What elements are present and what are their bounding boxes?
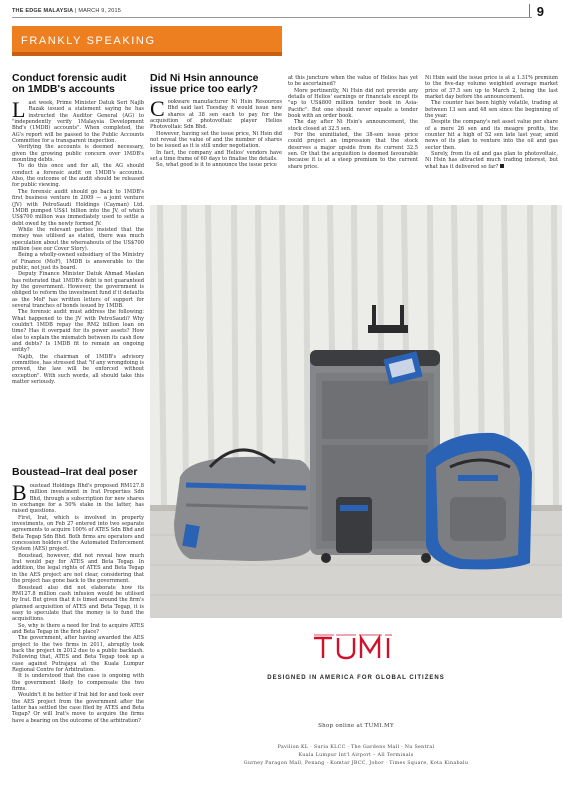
article-paragraph: Cookware manufacturer Ni Hsin Resources Bhd said last Tuesday it would issue new shares at 38 sen each to pay for the acquisition of photovoltaic player Helios Photovoltaic Sdn Bhd.	[150, 96, 282, 131]
article-paragraph: Boustead Holdings Bhd's proposed RM127.8 million investment in Irat Properties Sdn Bhd, through a subscription for new shares in exchange for a 50% stake in the latter, has raised questions.	[12, 480, 144, 515]
article-paragraph: So, why is there a need for Irat to acquire ATES and Beta Tegap in the first place?	[12, 622, 144, 635]
article-paragraph: In fact, the company and Helios' vendors have set a time frame of 60 days to finalise the details.	[150, 149, 282, 163]
article-paragraph: So, what good is it to announce the issue price	[156, 162, 277, 169]
headline-forensic-audit: Conduct forensic audit on 1MDB's accounts	[12, 72, 127, 96]
article-paragraph: The forensic audit should go back to 1MDB's first business venture in 2009 — a joint venture (JV) with PetroSaudi Holdings (Cayman) Ltd. 1MDB pumped US$1 billion into the JV, of which US$700 million was immediately used to settle a debt owed by the newly formed JV.	[12, 188, 144, 227]
article-paragraph: The day after Ni Hsin's announcement, the stock closed at 32.5 sen.	[288, 119, 418, 132]
ad-tagline: DESIGNED IN AMERICA FOR GLOBAL CITIZENS	[267, 675, 445, 681]
article-paragraph: The counter has been highly volatile, trading at between 13 sen and 48 sen since the beginning of the year.	[425, 100, 558, 120]
luggage-illustration	[150, 205, 562, 618]
article-paragraph: It is understood that the case is ongoing with the government likely to compensate the two firms.	[12, 673, 144, 692]
banner-stripe	[12, 52, 282, 56]
end-mark	[500, 164, 504, 168]
article-paragraph: Ni Hsin said the issue price is at a 1.31% premium to the five-day volume weighted average market price of 37.5 sen up to March 2, being the last market day before the announcement.	[425, 75, 558, 101]
article-paragraph: Last week, Prime Minister Datuk Seri Najib Razak issued a statement saying he has instructed the Auditor General (AG) to "independently verify 1Malaysia Development Bhd's (1MDB) accounts". When completed, the AG's report will be passed to the Public Accounts Committee for a transparent inspection.	[12, 97, 144, 145]
article-paragraph: The government, after having awarded the AES project to the two firms in 2011, abruptly took back the project in 2012 due to a public backlash. Following that, ATES and Beta Tegap took up a case against Putrajaya at the Kuala Lumpur Regional Centre for Arbitration.	[12, 635, 144, 673]
store-line: Kuala Lumpur Int'l Airport – All Terminals	[298, 753, 414, 758]
article-ni-hsin-col1	[150, 96, 282, 169]
masthead	[12, 6, 568, 18]
article-paragraph: Wouldn't it be better if Irat bid for and took over the AES project from the government after the latter has settled the case filed by ATES and Beta Tegap? Or will Irat's move to acquire the firms have a bearing on the outcome of the arbitration?	[12, 692, 144, 724]
publication-dateline: THE EDGE MALAYSIA | MARCH 9, 2015	[12, 8, 122, 14]
article-paragraph: Najib, the chairman of 1MDB's advisory committee, has stressed that "if any wrongdoing is proved, the law will be enforced without exception". With such words, all should take this matter seriously.	[12, 353, 144, 386]
article-paragraph: While the relevant parties insisted that the money was utilised as stated, there was much speculation about the whereabouts of the US$700 million (see our Cover Story).	[12, 226, 144, 252]
article-ni-hsin-col2	[288, 75, 418, 170]
article-paragraph: Boustead also did not elaborate how its RM127.8 million cash infusion would be utilised by Irat. But given that it is timed around the firm's planned acquisition of ATES and Beta Tegap, it is easy to speculate that the money is to fund the acquisitions.	[12, 584, 144, 623]
publication-name: THE EDGE MALAYSIA	[12, 8, 74, 14]
headline-ni-hsin: Did Ni Hsin announce issue price too early?	[150, 72, 259, 96]
article-paragraph: Despite the company's net asset value per share of a mere 26 sen and its meagre profits, the counter hit a high of 52 sen late last year, amid news of its plan to venture into the oil and gas sector then.	[425, 119, 558, 151]
article-paragraph: First, Irat, which is involved in property investments, on Feb 27 entered into two separate agreements to acquire 100% of ATES Sdn Bhd and Beta Tegap Sdn Bhd. Both firms are operators and concession holders of the Automated Enforcement System (AES) project.	[12, 514, 144, 553]
article-paragraph: Deputy Finance Minister Datuk Ahmad Maslan has reiterated that 1MDB's debt is not guaranteed by the government. However, the government is obliged to reform the investment fund if it defaults as the MoF has written letters of support for several tranches of bonds issued by 1MDB.	[12, 271, 144, 309]
headline-boustead: Boustead–Irat deal poser	[12, 466, 138, 478]
section-banner	[12, 26, 282, 56]
luggage-photo	[150, 205, 562, 618]
section-label: FRANKLY SPEAKING	[21, 35, 156, 47]
store-line: Gurney Paragon Mall, Penang · Komtar JBCC, Johor · Times Square, Kota Kinabalu	[243, 761, 469, 766]
ad-brand-panel	[150, 618, 562, 802]
ad-store-list	[150, 744, 562, 768]
article-paragraph: However, having set the issue price, Ni Hsin did not reveal the value of and the number of shares to be issued as it is still under negotiation.	[150, 130, 282, 150]
article-boustead-body	[12, 480, 144, 724]
page-divider	[529, 4, 530, 18]
article-paragraph: Surely, from its oil and gas plan to photovoltaic, Ni Hsin has attracted much trading interest, but what has it delivered so far?	[425, 151, 558, 170]
article-paragraph: Boustead, however, did not reveal how much Irat would pay for ATES and Beta Tegap. In addition, the legal rights of ATES and Beta Tegap in the AES project are not clear, considering that the project has gone back to the government.	[12, 552, 144, 585]
store-line: Pavilion KL · Suria KLCC · The Gardens Mall · Nu Sentral	[277, 745, 435, 750]
article-paragraph: More pertinently, Ni Hsin did not provide any details of Helios' earnings or financials except its "up to US$800 million tender book in Asia-Pacific". But one should never equate a tender book with an order book.	[288, 87, 418, 120]
article-paragraph: at this juncture when the value of Helios has yet to be ascertained?	[288, 75, 418, 88]
masthead-rule	[12, 17, 532, 18]
issue-date: MARCH 9, 2015	[78, 8, 122, 14]
tumi-advertisement	[150, 205, 562, 802]
tumi-logo	[312, 634, 400, 660]
article-forensic-audit-body	[12, 97, 144, 386]
article-paragraph: Verifying the accounts is deemed necessary, given the growing public concern over 1MDB's mounting debts.	[12, 144, 144, 164]
article-paragraph: Being a wholly-owned subsidiary of the Ministry of Finance (MoF), 1MDB is answerable to the public, not just its board.	[12, 252, 144, 271]
page-number: 9	[536, 4, 544, 19]
article-paragraph: To do this once and for all, the AG should conduct a forensic audit on 1MDB's accounts. Also, the outcome of the audit should be released for public viewing.	[12, 163, 144, 189]
ad-shop-line: Shop online at TUMI.MY	[318, 723, 394, 729]
article-ni-hsin-col3	[425, 75, 558, 170]
article-paragraph: For the uninitiated, the 38-sen issue price could project an impression that the stock deserves a major upside from its current 32.5 sen. Or that the acquisition is deemed favourable because it is at a steep premium to the current share price.	[288, 132, 418, 170]
article-paragraph: The forensic audit must address the following: What happened to the JV with PetroSaudi? Why couldn't 1MDB repay the RM2 billion loan on time? Has it overpaid for its power assets? How else to explain the mismatch between its cash flow and debts? Is 1MDB fit to remain an ongoing entity?	[12, 309, 144, 354]
